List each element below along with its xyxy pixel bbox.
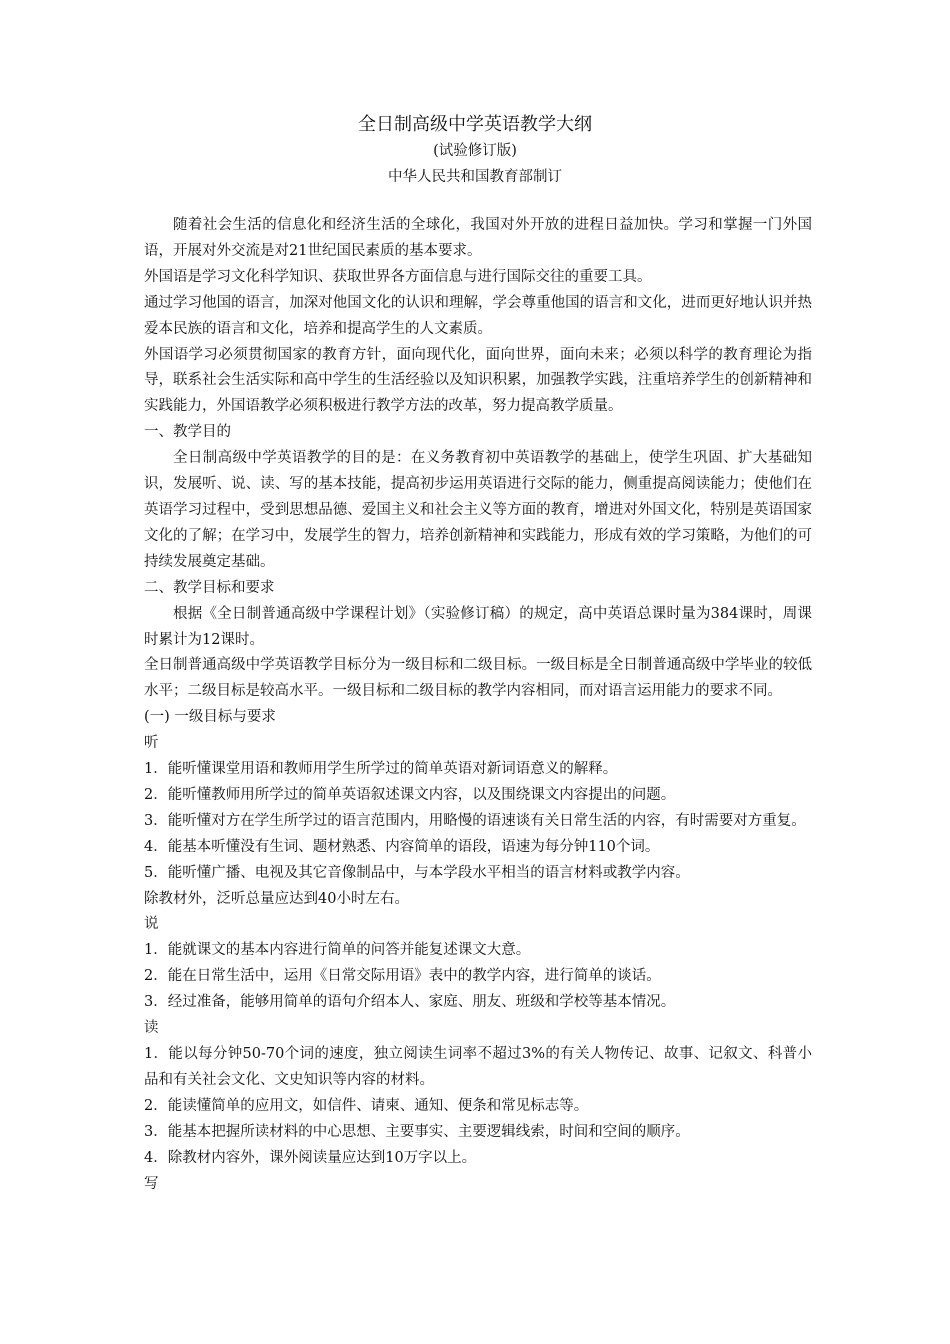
paragraph: 听 [144,735,159,752]
document-issuer: 中华人民共和国教育部制订 [388,169,562,185]
paragraph: 3．能基本把握所读材料的中心思想、主要事实、主要逻辑线索，时间和空间的顺序。 [144,1123,690,1140]
paragraph: 5．能听懂广播、电视及其它音像制品中，与本学段水平相当的语言材料或教学内容。 [144,864,690,881]
paragraph: 除教材外，泛听总量应达到40小时左右。 [144,890,409,907]
document-title: 全日制高级中学英语教学大纲 [358,114,592,135]
paragraph: 2．能听懂教师用所学过的简单英语叙述课文内容，以及围绕课文内容提出的问题。 [144,786,676,803]
paragraph: 1．能以每分钟50-70个词的速度，独立阅读生词率不超过3%的有关人物传记、故事、记叙文、科普小品和有关社会文化、文史知识等内容的材料。 [144,1046,812,1088]
paragraph: 读 [144,1020,159,1037]
document-body [144,213,812,1197]
paragraph: 随着社会生活的信息化和经济生活的全球化，我国对外开放的进程日益加快。学习和掌握一门外国语，开展对外交流是对21世纪国民素质的基本要求。 [144,217,812,259]
paragraph: 2．能在日常生活中，运用《日常交际用语》表中的教学内容，进行简单的谈话。 [144,968,661,985]
paragraph: 说 [144,916,159,933]
paragraph: 3．经过准备，能够用简单的语句介绍本人、家庭、朋友、班级和学校等基本情况。 [144,994,676,1011]
document-subtitle: (试验修订版) [433,143,517,159]
paragraph: 4．除教材内容外，课外阅读量应达到10万字以上。 [144,1149,477,1166]
paragraph: 全日制普通高级中学英语教学目标分为一级目标和二级目标。一级目标是全日制普通高级中学毕业的较低水平；二级目标是较高水平。一级目标和二级目标的教学内容相同，而对语言运用能力的要求不同。 [144,657,812,700]
paragraph: 通过学习他国的语言，加深对他国文化的认识和理解，学会尊重他国的语言和文化，进而更好地认识并热爱本民族的语言和文化，培养和提高学生的人文素质。 [144,294,812,337]
paragraph: 外国语是学习文化科学知识、获取世界各方面信息与进行国际交往的重要工具。 [144,268,652,285]
paragraph: 外国语学习必须贯彻国家的教育方针，面向现代化，面向世界，面向未来；必须以科学的教育理论为指导，联系社会生活实际和高中学生的生活经验以及知识积累，加强教学实践，注重培养学生的创新精神和实践能力，外国语教学必须积极进行教学方法的改革，努力提高教学质量。 [144,346,812,415]
paragraph: 1．能听懂课堂用语和教师用学生所学过的简单英语对新词语意义的解释。 [144,761,618,778]
document-header [0,112,950,190]
paragraph: 全日制高级中学英语教学的目的是：在义务教育初中英语教学的基础上，使学生巩固、扩大基础知识，发展听、说、读、写的基本技能，提高初步运用英语进行交际的能力，侧重提高阅读能力；使他们在英语学习过程中，受到思想品德、爱国主义和社会主义等方面的教育，增进对外国文化，特别是英语国家文化的了解；在学习中，发展学生的智力，培养创新精神和实践能力，形成有效的学习策略，为他们的可持续发展奠定基础。 [144,450,812,570]
paragraph: 一、教学目的 [144,424,231,441]
paragraph: 写 [144,1175,159,1192]
paragraph: 1．能就课文的基本内容进行简单的问答并能复述课文大意。 [144,942,531,959]
paragraph: 2．能读懂简单的应用文，如信件、请柬、通知、便条和常见标志等。 [144,1097,589,1114]
paragraph: (一) 一级目标与要求 [144,709,276,726]
paragraph: 3．能听懂对方在学生所学过的语言范围内，用略慢的语速谈有关日常生活的内容，有时需要对方重复。 [144,812,806,829]
paragraph: 根据《全日制普通高级中学课程计划》（实验修订稿）的规定，高中英语总课时量为384课时，周课时累计为12课时。 [144,605,812,648]
paragraph: 二、教学目标和要求 [144,579,275,596]
paragraph: 4．能基本听懂没有生词、题材熟悉、内容简单的语段，语速为每分钟110个词。 [144,838,660,855]
